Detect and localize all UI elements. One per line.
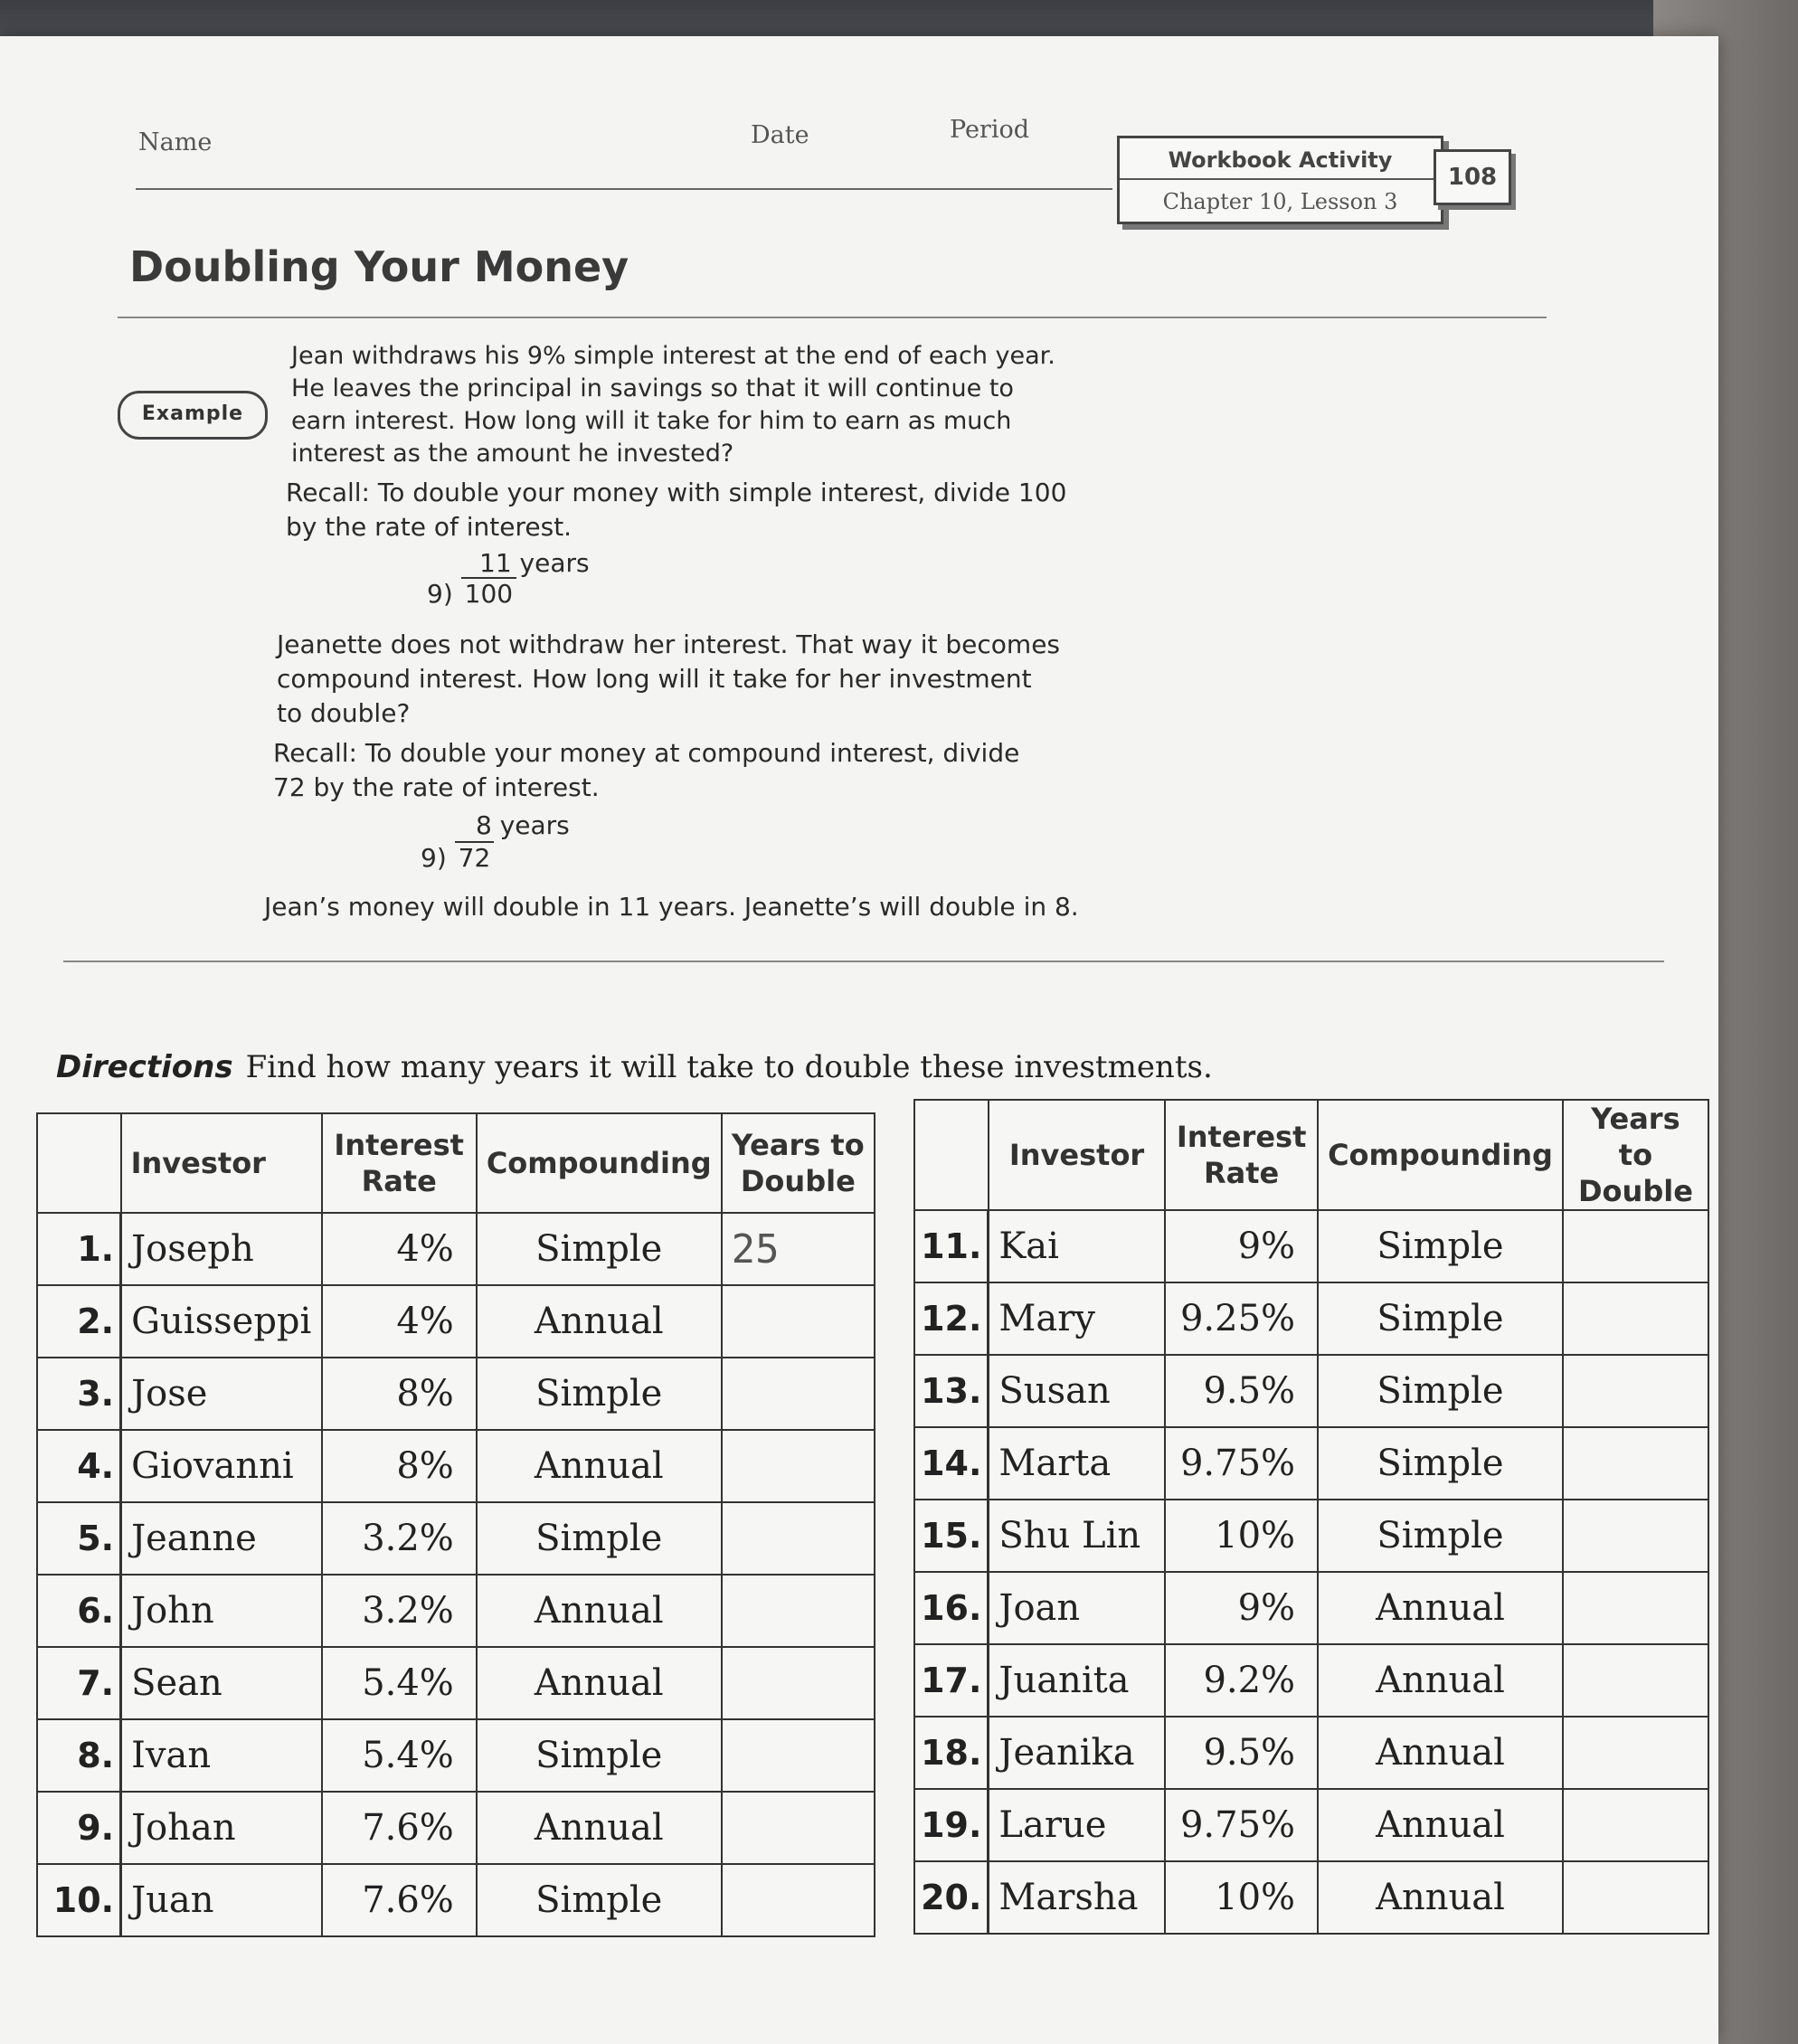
division-1-quotient: 11 years xyxy=(479,548,590,578)
table-row xyxy=(914,1644,1708,1717)
interest-rate: 9.25% xyxy=(1165,1282,1318,1355)
table-row xyxy=(37,1864,875,1936)
number-header xyxy=(914,1100,989,1210)
row-number: 4. xyxy=(37,1430,121,1502)
compounding-type: Annual xyxy=(1318,1717,1563,1789)
division-1: 9) 100 xyxy=(427,579,516,609)
page-title: Doubling Your Money xyxy=(129,242,629,291)
example-badge: Example xyxy=(118,391,268,440)
workbook-activity-label: Workbook Activity xyxy=(1120,142,1441,180)
table-row xyxy=(914,1427,1708,1500)
compounding-type: Annual xyxy=(477,1430,722,1502)
years-to-double-answer[interactable] xyxy=(722,1792,875,1864)
table-row xyxy=(914,1500,1708,1572)
page-number: 108 xyxy=(1434,149,1511,205)
interest-rate: 4% xyxy=(322,1213,477,1285)
interest-rate: 9% xyxy=(1165,1572,1318,1644)
table-row xyxy=(37,1792,875,1864)
compounding-type: Annual xyxy=(477,1792,722,1864)
years-to-double-answer[interactable] xyxy=(722,1502,875,1575)
interest-rate: 9.5% xyxy=(1165,1355,1318,1427)
investor-name: Giovanni xyxy=(121,1430,322,1502)
example-paragraph-1: Jean withdraws his 9% simple interest at the end of each year. He leaves the principal in savings so that it will continue to earn interest. How long will it take for him to earn as much interest as the amount he invested? xyxy=(291,342,1055,468)
row-number: 3. xyxy=(37,1358,121,1430)
division-2-quotient: 8 years xyxy=(476,810,570,840)
compounding-type: Annual xyxy=(1318,1644,1563,1717)
years-to-double-answer[interactable] xyxy=(722,1647,875,1719)
compounding-type: Annual xyxy=(1318,1789,1563,1861)
directions xyxy=(56,1049,1213,1085)
date-label: Date xyxy=(751,121,809,149)
investor-name: Jeanika xyxy=(989,1717,1165,1789)
row-number: 12. xyxy=(914,1282,989,1355)
compounding-type: Simple xyxy=(1318,1282,1563,1355)
interest-rate: 3.2% xyxy=(322,1575,477,1647)
years-to-double-answer[interactable] xyxy=(1563,1210,1708,1282)
investor-name: Mary xyxy=(989,1282,1165,1355)
compounding-type: Simple xyxy=(1318,1355,1563,1427)
years-to-double-answer[interactable] xyxy=(722,1719,875,1792)
compounding-header: Compounding xyxy=(477,1113,722,1213)
investor-name: Juanita xyxy=(989,1644,1165,1717)
division-2-divisor: 9 xyxy=(421,843,437,873)
directions-label: Directions xyxy=(56,1049,233,1085)
example-paragraph-2: Jeanette does not withdraw her interest. That way it becomes compound interest. How long will it take for her investment to double? xyxy=(277,629,1061,728)
investor-name: Johan xyxy=(121,1792,322,1864)
rate-header: Interest Rate xyxy=(1165,1100,1318,1210)
years-to-double-answer[interactable] xyxy=(1563,1500,1708,1572)
compounding-header: Compounding xyxy=(1318,1100,1563,1210)
division-1-dividend: 100 xyxy=(461,577,516,609)
years-to-double-answer[interactable] xyxy=(1563,1355,1708,1427)
period-label: Period xyxy=(950,116,1030,144)
row-number: 13. xyxy=(914,1355,989,1427)
investor-name: Jeanne xyxy=(121,1502,322,1575)
investor-name: Ivan xyxy=(121,1719,322,1792)
investor-header: Investor xyxy=(989,1100,1165,1210)
years-to-double-answer[interactable] xyxy=(1563,1861,1708,1934)
example-divider xyxy=(63,960,1664,962)
years-to-double-answer[interactable] xyxy=(1563,1644,1708,1717)
directions-text: Find how many years it will take to double these investments. xyxy=(245,1049,1213,1085)
years-to-double-answer[interactable] xyxy=(1563,1282,1708,1355)
table-row xyxy=(37,1647,875,1719)
years-to-double-answer[interactable] xyxy=(722,1358,875,1430)
row-number: 19. xyxy=(914,1789,989,1861)
investor-name: Juan xyxy=(121,1864,322,1936)
years-to-double-answer[interactable] xyxy=(722,1430,875,1502)
row-number: 16. xyxy=(914,1572,989,1644)
interest-rate: 9.75% xyxy=(1165,1789,1318,1861)
division-2-dividend: 72 xyxy=(455,841,495,873)
compounding-type: Simple xyxy=(1318,1500,1563,1572)
interest-rate: 10% xyxy=(1165,1500,1318,1572)
row-number: 8. xyxy=(37,1719,121,1792)
table-row xyxy=(37,1502,875,1575)
years-to-double-answer[interactable] xyxy=(1563,1789,1708,1861)
row-number: 14. xyxy=(914,1427,989,1500)
header-fill-line[interactable] xyxy=(136,188,1112,190)
investor-name: Joseph xyxy=(121,1213,322,1285)
investor-name: Marta xyxy=(989,1427,1165,1500)
years-to-double-answer[interactable] xyxy=(722,1285,875,1358)
investor-name: Marsha xyxy=(989,1861,1165,1934)
compounding-type: Simple xyxy=(477,1213,722,1285)
investor-header: Investor xyxy=(121,1113,322,1213)
investments-table-left xyxy=(36,1112,875,1937)
investor-name: Guisseppi xyxy=(121,1285,322,1358)
interest-rate: 4% xyxy=(322,1285,477,1358)
investments-table-right xyxy=(913,1099,1709,1935)
interest-rate: 9.2% xyxy=(1165,1644,1318,1717)
workbook-box xyxy=(1117,136,1443,224)
interest-rate: 3.2% xyxy=(322,1502,477,1575)
division-2: 9) 72 xyxy=(421,843,494,873)
years-to-double-answer[interactable] xyxy=(1563,1717,1708,1789)
row-number: 11. xyxy=(914,1210,989,1282)
investor-name: Susan xyxy=(989,1355,1165,1427)
interest-rate: 8% xyxy=(322,1358,477,1430)
table-row xyxy=(37,1358,875,1430)
interest-rate: 7.6% xyxy=(322,1864,477,1936)
compounding-type: Annual xyxy=(1318,1572,1563,1644)
table-row xyxy=(914,1717,1708,1789)
compounding-type: Simple xyxy=(477,1358,722,1430)
row-number: 2. xyxy=(37,1285,121,1358)
number-header xyxy=(37,1113,121,1213)
name-label: Name xyxy=(138,128,213,156)
investor-name: Sean xyxy=(121,1647,322,1719)
compounding-type: Simple xyxy=(477,1502,722,1575)
years-to-double-answer[interactable] xyxy=(1563,1572,1708,1644)
investor-name: Larue xyxy=(989,1789,1165,1861)
division-1-divisor: 9 xyxy=(427,579,443,609)
interest-rate: 10% xyxy=(1165,1861,1318,1934)
years-header: Years to Double xyxy=(722,1113,875,1213)
compounding-type: Simple xyxy=(477,1864,722,1936)
investor-name: Shu Lin xyxy=(989,1500,1165,1572)
compounding-type: Annual xyxy=(1318,1861,1563,1934)
worksheet-page xyxy=(0,36,1718,2044)
recall-simple-interest: Recall: To double your money with simple interest, divide 100 by the rate of interest. xyxy=(286,478,1067,542)
table-row xyxy=(914,1861,1708,1934)
row-number: 20. xyxy=(914,1861,989,1934)
interest-rate: 5.4% xyxy=(322,1647,477,1719)
table-row xyxy=(914,1355,1708,1427)
row-number: 6. xyxy=(37,1575,121,1647)
compounding-type: Annual xyxy=(477,1285,722,1358)
investor-name: Joan xyxy=(989,1572,1165,1644)
row-number: 18. xyxy=(914,1717,989,1789)
row-number: 10. xyxy=(37,1864,121,1936)
table-row xyxy=(914,1282,1708,1355)
row-number: 9. xyxy=(37,1792,121,1864)
table-row xyxy=(914,1572,1708,1644)
compounding-type: Annual xyxy=(477,1575,722,1647)
interest-rate: 5.4% xyxy=(322,1719,477,1792)
table-row xyxy=(37,1430,875,1502)
table-row xyxy=(37,1213,875,1285)
interest-rate: 9.5% xyxy=(1165,1717,1318,1789)
table-row xyxy=(37,1575,875,1647)
row-number: 5. xyxy=(37,1502,121,1575)
row-number: 17. xyxy=(914,1644,989,1717)
table-row xyxy=(914,1210,1708,1282)
investor-name: Kai xyxy=(989,1210,1165,1282)
table-row xyxy=(37,1719,875,1792)
title-divider xyxy=(118,317,1547,318)
compounding-type: Annual xyxy=(477,1647,722,1719)
interest-rate: 9% xyxy=(1165,1210,1318,1282)
table-row xyxy=(37,1285,875,1358)
years-to-double-answer[interactable] xyxy=(1563,1427,1708,1500)
investor-name: John xyxy=(121,1575,322,1647)
row-number: 1. xyxy=(37,1213,121,1285)
interest-rate: 7.6% xyxy=(322,1792,477,1864)
years-to-double-answer[interactable] xyxy=(722,1864,875,1936)
years-to-double-answer[interactable] xyxy=(722,1575,875,1647)
compounding-type: Simple xyxy=(1318,1210,1563,1282)
compounding-type: Simple xyxy=(477,1719,722,1792)
investor-name: Jose xyxy=(121,1358,322,1430)
recall-compound-interest: Recall: To double your money at compound interest, divide 72 by the rate of interest. xyxy=(273,738,1020,802)
interest-rate: 9.75% xyxy=(1165,1427,1318,1500)
table-row xyxy=(914,1789,1708,1861)
rate-header: Interest Rate xyxy=(322,1113,477,1213)
years-to-double-answer[interactable]: 25 xyxy=(722,1213,875,1285)
row-number: 7. xyxy=(37,1647,121,1719)
example-conclusion: Jean’s money will double in 11 years. Jeanette’s will double in 8. xyxy=(264,892,1079,922)
years-header: Years to Double xyxy=(1563,1100,1708,1210)
row-number: 15. xyxy=(914,1500,989,1572)
interest-rate: 8% xyxy=(322,1430,477,1502)
chapter-lesson-label: Chapter 10, Lesson 3 xyxy=(1162,189,1398,214)
compounding-type: Simple xyxy=(1318,1427,1563,1500)
